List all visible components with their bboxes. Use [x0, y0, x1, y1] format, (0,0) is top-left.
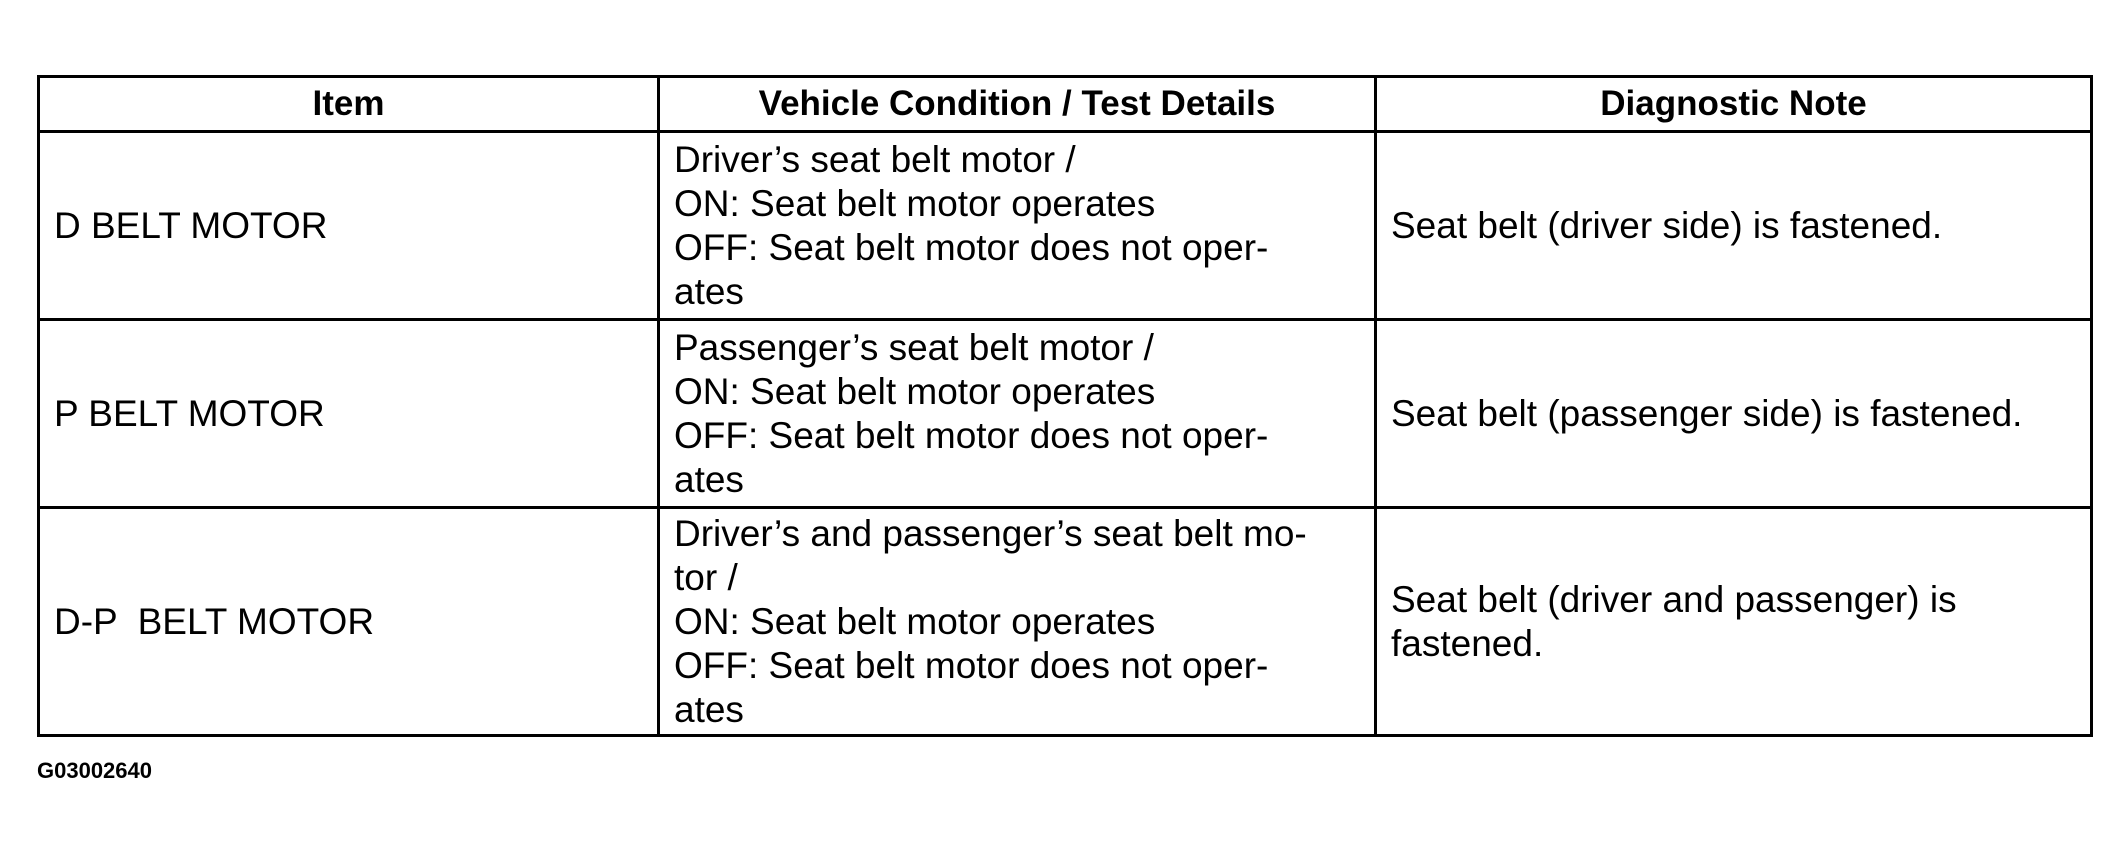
- header-condition: Vehicle Condition / Test Details: [659, 77, 1376, 132]
- condition-line: ON: Seat belt motor operates: [674, 370, 1156, 412]
- header-note: Diagnostic Note: [1376, 77, 2092, 132]
- condition-line: ON: Seat belt motor operates: [674, 600, 1156, 642]
- condition-line: tor /: [674, 556, 738, 598]
- condition-cell: [659, 508, 1376, 736]
- table-header-row: [39, 77, 2092, 132]
- condition-line: ates: [674, 688, 744, 730]
- condition-line: Driver’s and passenger’s seat belt mo-: [674, 512, 1307, 554]
- note-cell: [1376, 132, 2092, 320]
- item-cell: P BELT MOTOR: [39, 320, 659, 508]
- condition-line: OFF: Seat belt motor does not oper-: [674, 226, 1269, 268]
- note-line: Seat belt (driver side) is fastened.: [1391, 204, 1943, 246]
- condition-line: OFF: Seat belt motor does not oper-: [674, 414, 1269, 456]
- note-cell: [1376, 320, 2092, 508]
- condition-line: ON: Seat belt motor operates: [674, 182, 1156, 224]
- note-cell: [1376, 508, 2092, 736]
- item-cell: D-P BELT MOTOR: [39, 508, 659, 736]
- condition-line: ates: [674, 270, 744, 312]
- table-row: [39, 132, 2092, 320]
- table-row: [39, 320, 2092, 508]
- condition-cell: [659, 132, 1376, 320]
- item-cell: D BELT MOTOR: [39, 132, 659, 320]
- condition-line: Driver’s seat belt motor /: [674, 138, 1076, 180]
- diagnostic-table: [37, 75, 2093, 737]
- table-row: [39, 508, 2092, 736]
- condition-line: ates: [674, 458, 744, 500]
- note-line: fastened.: [1391, 622, 1544, 664]
- note-line: Seat belt (driver and passenger) is: [1391, 578, 1957, 620]
- figure-id: G03002640: [37, 758, 152, 783]
- note-line: Seat belt (passenger side) is fastened.: [1391, 392, 2023, 434]
- condition-line: Passenger’s seat belt motor /: [674, 326, 1154, 368]
- header-item: Item: [39, 77, 659, 132]
- condition-cell: [659, 320, 1376, 508]
- condition-line: OFF: Seat belt motor does not oper-: [674, 644, 1269, 686]
